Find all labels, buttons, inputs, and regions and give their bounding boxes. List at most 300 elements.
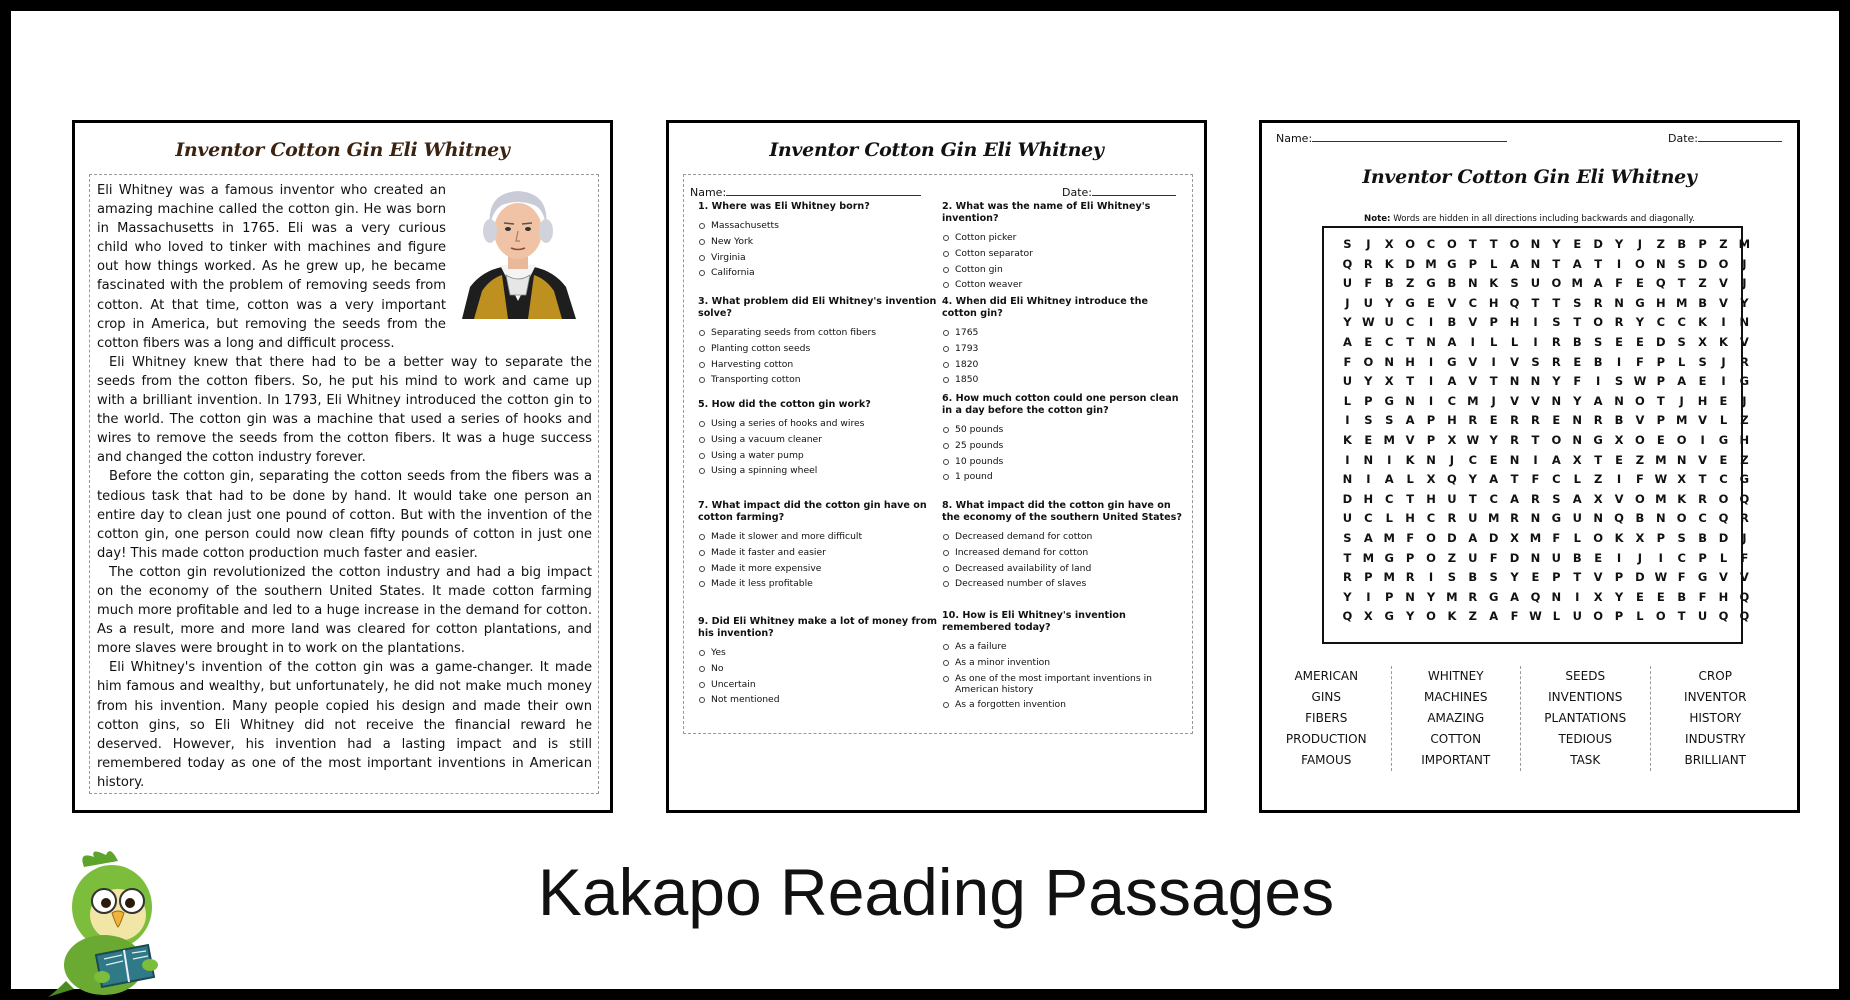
answer-option[interactable]: As one of the most important inventions in American history [942,673,1184,695]
grid-letter[interactable]: O [1509,237,1520,251]
grid-letter[interactable]: T [1698,472,1707,487]
grid-letter[interactable]: M [1571,276,1583,291]
grid-letter[interactable]: N [1363,452,1374,467]
grid-letter[interactable]: Y [1740,295,1749,310]
grid-letter[interactable]: H [1447,413,1457,428]
grid-letter[interactable]: G [1447,256,1457,271]
grid-letter[interactable]: A [1405,413,1415,428]
grid-letter[interactable]: V [1719,570,1728,585]
grid-letter[interactable]: X [1572,452,1582,467]
grid-letter[interactable]: Y [1510,570,1519,585]
grid-letter[interactable]: O [1363,354,1374,369]
grid-letter[interactable]: I [1491,354,1496,369]
answer-option[interactable]: Planting cotton seeds [698,343,940,354]
grid-letter[interactable]: V [1468,374,1478,389]
grid-letter[interactable]: T [1552,295,1561,310]
grid-letter[interactable]: V [1468,354,1478,369]
grid-letter[interactable]: S [1343,237,1352,251]
grid-letter[interactable]: O [1426,609,1436,624]
grid-letter[interactable]: X [1363,609,1373,624]
grid-letter[interactable]: J [1742,531,1747,545]
grid-letter[interactable]: X [1384,374,1394,389]
grid-letter[interactable]: O [1676,433,1687,447]
grid-letter[interactable]: I [1533,315,1538,330]
grid-letter[interactable]: K [1698,315,1708,330]
grid-letter[interactable]: C [1489,491,1498,506]
grid-letter[interactable]: H [1509,315,1520,330]
grid-letter[interactable]: R [1447,511,1457,526]
grid-letter[interactable]: J [1449,452,1455,467]
grid-letter[interactable]: I [1700,433,1705,447]
answer-option[interactable]: Made it slower and more difficult [698,531,940,542]
grid-letter[interactable]: Q [1342,609,1353,624]
grid-letter[interactable]: Q [1655,276,1666,291]
grid-letter[interactable]: X [1447,433,1457,447]
grid-letter[interactable]: N [1530,256,1541,271]
grid-letter[interactable]: I [1533,335,1538,349]
grid-letter[interactable]: T [1343,550,1352,565]
grid-letter[interactable]: G [1739,472,1750,487]
grid-letter[interactable]: U [1468,550,1478,565]
grid-letter[interactable]: P [1489,315,1498,330]
grid-letter[interactable]: M [1383,570,1395,585]
grid-letter[interactable]: O [1655,609,1666,624]
grid-letter[interactable]: I [1366,589,1371,604]
grid-letter[interactable]: B [1677,589,1687,604]
grid-letter[interactable]: N [1426,335,1436,349]
grid-letter[interactable]: Y [1489,433,1498,447]
grid-letter[interactable]: X [1426,472,1436,487]
grid-letter[interactable]: X [1593,589,1603,604]
grid-letter[interactable]: G [1635,295,1645,310]
grid-letter[interactable]: M [1529,531,1542,545]
grid-letter[interactable]: C [1677,550,1686,565]
grid-letter[interactable]: V [1405,433,1415,447]
grid-letter[interactable]: R [1593,295,1603,310]
grid-letter[interactable]: B [1698,295,1707,310]
answer-option[interactable]: Cotton gin [942,264,1184,275]
grid-letter[interactable]: C [1426,237,1436,251]
grid-letter[interactable]: G [1593,433,1603,447]
grid-letter[interactable]: O [1593,315,1604,330]
grid-letter[interactable]: X [1614,433,1624,447]
grid-letter[interactable]: J [1742,276,1747,291]
grid-letter[interactable]: P [1656,354,1666,369]
grid-letter[interactable]: R [1468,413,1478,428]
grid-letter[interactable]: V [1635,413,1645,428]
grid-letter[interactable]: X [1635,531,1645,545]
grid-letter[interactable]: U [1447,491,1457,506]
grid-letter[interactable]: I [1345,452,1350,467]
grid-letter[interactable]: R [1593,413,1603,428]
grid-letter[interactable]: A [1489,609,1499,624]
answer-option[interactable]: Massachusetts [698,220,940,231]
grid-letter[interactable]: V [1698,452,1708,467]
grid-letter[interactable]: O [1593,609,1604,624]
grid-letter[interactable]: V [1719,295,1728,310]
grid-letter[interactable]: V [1614,491,1624,506]
grid-letter[interactable]: U [1363,295,1373,310]
grid-letter[interactable]: I [1616,256,1622,271]
answer-option[interactable]: 1765 [942,327,1184,338]
grid-letter[interactable]: C [1468,452,1478,467]
grid-letter[interactable]: Z [1719,237,1728,251]
grid-letter[interactable]: N [1509,452,1520,467]
grid-letter[interactable]: C [1698,511,1707,526]
grid-letter[interactable]: P [1552,570,1561,585]
grid-letter[interactable]: D [1447,531,1457,545]
grid-letter[interactable]: Q [1739,491,1750,506]
grid-letter[interactable]: R [1614,315,1624,330]
grid-letter[interactable]: O [1676,511,1687,526]
answer-option[interactable]: 10 pounds [942,456,1184,467]
grid-letter[interactable]: G [1405,295,1415,310]
grid-letter[interactable]: C [1385,491,1394,506]
answer-option[interactable]: California [698,267,940,278]
grid-letter[interactable]: R [1363,256,1373,271]
grid-letter[interactable]: Q [1718,609,1729,624]
grid-letter[interactable]: E [1531,570,1540,585]
grid-letter[interactable]: T [1468,237,1477,251]
grid-letter[interactable]: T [1573,570,1582,585]
grid-letter[interactable]: I [1345,413,1350,428]
grid-letter[interactable]: F [1740,550,1749,565]
grid-letter[interactable]: I [1428,374,1434,389]
grid-letter[interactable]: M [1655,452,1667,467]
grid-letter[interactable]: A [1551,452,1561,467]
grid-letter[interactable]: T [1531,433,1540,447]
answer-option[interactable]: Harvesting cotton [698,359,940,370]
grid-letter[interactable]: N [1572,433,1583,447]
grid-letter[interactable]: E [1594,550,1603,565]
grid-letter[interactable]: O [1593,531,1604,545]
grid-letter[interactable]: Y [1426,589,1436,604]
grid-letter[interactable]: G [1426,276,1436,291]
grid-letter[interactable]: L [1406,472,1414,487]
answer-option[interactable]: Uncertain [698,679,940,690]
grid-letter[interactable]: E [1615,335,1623,349]
grid-letter[interactable]: I [1595,374,1601,389]
grid-letter[interactable]: R [1551,354,1561,369]
grid-letter[interactable]: E [1489,413,1498,428]
grid-letter[interactable]: H [1405,354,1415,369]
grid-letter[interactable]: A [1510,589,1520,604]
grid-letter[interactable]: N [1739,315,1750,330]
grid-letter[interactable]: H [1718,589,1729,604]
grid-letter[interactable]: A [1489,472,1499,487]
grid-letter[interactable]: A [1384,472,1394,487]
answer-option[interactable]: Decreased availability of land [942,563,1184,574]
grid-letter[interactable]: U [1572,511,1582,526]
grid-letter[interactable]: P [1426,413,1436,428]
grid-letter[interactable]: V [1510,354,1520,369]
grid-letter[interactable]: P [1405,550,1415,565]
grid-letter[interactable]: B [1572,550,1582,565]
grid-letter[interactable]: B [1614,413,1624,428]
grid-letter[interactable]: N [1614,393,1624,408]
grid-letter[interactable]: D [1697,256,1708,271]
grid-letter[interactable]: T [1406,374,1415,389]
grid-letter[interactable]: I [1616,354,1622,369]
grid-letter[interactable]: N [1384,354,1395,369]
grid-letter[interactable]: F [1406,531,1415,545]
grid-letter[interactable]: G [1384,609,1394,624]
grid-letter[interactable]: L [1573,531,1581,545]
grid-letter[interactable]: P [1614,570,1624,585]
grid-letter[interactable]: Z [1468,609,1477,624]
grid-letter[interactable]: B [1593,354,1603,369]
grid-letter[interactable]: Y [1343,315,1352,330]
grid-letter[interactable]: J [1679,393,1684,408]
grid-letter[interactable]: U [1530,276,1541,291]
grid-letter[interactable]: T [1594,256,1603,271]
grid-letter[interactable]: S [1489,570,1498,585]
grid-letter[interactable]: X [1593,491,1603,506]
answer-option[interactable]: Made it less profitable [698,578,940,589]
grid-letter[interactable]: L [1719,550,1728,565]
grid-letter[interactable]: G [1551,511,1562,526]
grid-letter[interactable]: T [1552,256,1561,271]
grid-letter[interactable]: F [1510,609,1519,624]
grid-letter[interactable]: R [1698,491,1708,506]
grid-letter[interactable]: O [1405,237,1415,251]
grid-letter[interactable]: C [1385,335,1394,349]
grid-letter[interactable]: I [1575,589,1580,604]
grid-letter[interactable]: D [1488,531,1499,545]
answer-option[interactable]: 1850 [942,374,1184,385]
grid-letter[interactable]: N [1342,472,1353,487]
grid-letter[interactable]: I [1533,452,1538,467]
grid-letter[interactable]: X [1677,472,1687,487]
grid-letter[interactable]: S [1677,256,1686,271]
grid-letter[interactable]: D [1509,550,1520,565]
answer-option[interactable]: 1820 [942,359,1184,370]
answer-option[interactable]: Made it more expensive [698,563,940,574]
grid-letter[interactable]: N [1655,256,1666,271]
grid-letter[interactable]: G [1488,589,1499,604]
grid-letter[interactable]: F [1343,354,1352,369]
grid-letter[interactable]: N [1572,413,1583,428]
grid-letter[interactable]: J [1742,393,1747,408]
grid-letter[interactable]: E [1635,276,1644,291]
grid-letter[interactable]: S [1343,531,1352,545]
grid-letter[interactable]: M [1425,256,1437,271]
grid-letter[interactable]: Y [1364,374,1373,389]
grid-letter[interactable]: F [1364,276,1373,291]
grid-letter[interactable]: J [1721,354,1726,369]
grid-letter[interactable]: O [1635,433,1645,447]
grid-letter[interactable]: A [1572,256,1582,271]
grid-letter[interactable]: M [1675,295,1688,310]
grid-letter[interactable]: K [1719,335,1728,349]
grid-letter[interactable]: N [1467,276,1478,291]
grid-letter[interactable]: J [1345,295,1350,310]
grid-letter[interactable]: P [1698,550,1707,565]
answer-option[interactable]: As a failure [942,641,1184,652]
grid-letter[interactable]: T [1489,374,1498,389]
grid-letter[interactable]: P [1656,531,1666,545]
grid-letter[interactable]: R [1510,433,1519,447]
grid-letter[interactable]: U [1342,374,1353,389]
grid-letter[interactable]: S [1573,295,1582,310]
grid-letter[interactable]: V [1593,570,1603,585]
grid-letter[interactable]: M [1362,550,1375,565]
grid-letter[interactable]: R [1510,511,1519,526]
grid-letter[interactable]: C [1468,295,1478,310]
grid-letter[interactable]: I [1428,354,1434,369]
grid-letter[interactable]: I [1616,472,1622,487]
grid-letter[interactable]: E [1635,589,1644,604]
grid-letter[interactable]: U [1468,511,1478,526]
grid-letter[interactable]: P [1698,237,1707,251]
grid-letter[interactable]: F [1552,531,1561,545]
grid-letter[interactable]: N [1614,295,1624,310]
grid-letter[interactable]: A [1593,276,1603,291]
grid-letter[interactable]: W [1361,315,1375,330]
grid-letter[interactable]: I [1428,393,1434,408]
grid-letter[interactable]: E [1573,354,1582,369]
grid-letter[interactable]: B [1468,570,1478,585]
grid-letter[interactable]: P [1656,374,1666,389]
grid-letter[interactable]: Z [1740,452,1749,467]
grid-letter[interactable]: O [1426,550,1436,565]
grid-letter[interactable]: S [1552,491,1561,506]
grid-letter[interactable]: A [1342,335,1352,349]
grid-letter[interactable]: H [1405,511,1415,526]
grid-letter[interactable]: V [1468,315,1478,330]
grid-letter[interactable]: Y [1405,609,1415,624]
grid-letter[interactable]: D [1405,256,1415,271]
answer-option[interactable]: New York [698,236,940,247]
grid-letter[interactable]: L [1343,393,1352,408]
grid-letter[interactable]: E [1615,452,1623,467]
grid-letter[interactable]: S [1364,413,1373,428]
grid-letter[interactable]: R [1405,570,1415,585]
grid-letter[interactable]: I [1428,315,1434,330]
grid-letter[interactable]: W [1529,609,1542,624]
grid-letter[interactable]: U [1384,315,1394,330]
grid-letter[interactable]: M [1383,433,1395,447]
grid-letter[interactable]: Q [1447,472,1457,487]
grid-letter[interactable]: R [1551,335,1561,349]
grid-letter[interactable]: O [1426,531,1436,545]
grid-letter[interactable]: N [1530,550,1541,565]
grid-letter[interactable]: A [1677,374,1687,389]
grid-letter[interactable]: W [1466,433,1480,447]
grid-letter[interactable]: M [1446,589,1458,604]
grid-letter[interactable]: M [1487,511,1500,526]
grid-letter[interactable]: Q [1530,589,1541,604]
answer-option[interactable]: Using a spinning wheel [698,465,940,476]
grid-letter[interactable]: P [1468,256,1477,271]
grid-letter[interactable]: G [1384,393,1394,408]
grid-letter[interactable]: L [1552,609,1561,624]
grid-letter[interactable]: S [1698,354,1707,369]
grid-letter[interactable]: Y [1552,237,1561,251]
grid-letter[interactable]: R [1739,511,1749,526]
answer-option[interactable]: 1 pound [942,471,1184,482]
grid-letter[interactable]: V [1739,570,1749,585]
grid-letter[interactable]: L [1490,335,1498,349]
grid-letter[interactable]: A [1572,491,1582,506]
answer-option[interactable]: As a forgotten invention [942,699,1184,710]
grid-letter[interactable]: K [1677,491,1687,506]
grid-letter[interactable]: N [1551,393,1562,408]
grid-letter[interactable]: L [1636,609,1644,624]
grid-letter[interactable]: K [1614,531,1624,545]
grid-letter[interactable]: D [1342,491,1353,506]
grid-letter[interactable]: T [1406,491,1415,506]
grid-letter[interactable]: N [1426,452,1436,467]
grid-letter[interactable]: S [1385,413,1394,428]
grid-letter[interactable]: F [1677,570,1686,585]
grid-letter[interactable]: B [1447,276,1457,291]
answer-option[interactable]: Cotton weaver [942,279,1184,290]
grid-letter[interactable]: H [1739,433,1750,447]
answer-option[interactable]: Using a series of hooks and wires [698,418,940,429]
grid-letter[interactable]: C [1552,472,1561,487]
grid-letter[interactable]: E [1719,452,1728,467]
grid-letter[interactable]: P [1426,433,1436,447]
grid-letter[interactable]: F [1635,354,1644,369]
grid-letter[interactable]: R [1468,589,1478,604]
grid-letter[interactable]: I [1366,472,1371,487]
grid-letter[interactable]: K [1405,452,1415,467]
grid-letter[interactable]: E [1656,589,1665,604]
grid-letter[interactable]: Z [1593,472,1603,487]
grid-letter[interactable]: L [1719,413,1728,428]
grid-letter[interactable]: E [1719,393,1728,408]
grid-letter[interactable]: F [1489,550,1498,565]
grid-letter[interactable]: L [1510,335,1519,349]
grid-letter[interactable]: O [1551,276,1562,291]
grid-letter[interactable]: B [1384,276,1394,291]
grid-letter[interactable]: F [1635,472,1644,487]
grid-letter[interactable]: M [1467,393,1479,408]
grid-letter[interactable]: M [1738,237,1751,251]
grid-letter[interactable]: L [1490,256,1498,271]
grid-letter[interactable]: O [1447,237,1457,251]
answer-option[interactable]: Using a vacuum cleaner [698,434,940,445]
grid-letter[interactable]: C [1364,511,1373,526]
grid-letter[interactable]: W [1654,472,1668,487]
grid-letter[interactable]: T [1677,609,1686,624]
grid-letter[interactable]: Q [1342,256,1353,271]
grid-letter[interactable]: I [1428,570,1434,585]
answer-option[interactable]: Using a water pump [698,450,940,461]
grid-letter[interactable]: B [1572,335,1582,349]
grid-letter[interactable]: J [1637,550,1643,565]
grid-letter[interactable]: F [1531,472,1540,487]
grid-letter[interactable]: Y [1635,315,1645,330]
grid-letter[interactable]: J [1366,237,1371,251]
grid-letter[interactable]: K [1342,433,1352,447]
grid-letter[interactable]: G [1697,570,1708,585]
answer-option[interactable]: Yes [698,647,940,658]
grid-letter[interactable]: S [1510,276,1519,291]
grid-letter[interactable]: T [1656,393,1665,408]
grid-letter[interactable]: E [1364,335,1373,349]
grid-letter[interactable]: Y [1343,589,1352,604]
grid-letter[interactable]: H [1655,295,1666,310]
grid-letter[interactable]: S [1552,315,1561,330]
grid-letter[interactable]: U [1342,511,1353,526]
grid-letter[interactable]: Z [1698,276,1707,291]
grid-letter[interactable]: M [1675,413,1688,428]
grid-letter[interactable]: A [1447,335,1457,349]
grid-letter[interactable]: C [1677,315,1686,330]
grid-letter[interactable]: B [1447,315,1457,330]
